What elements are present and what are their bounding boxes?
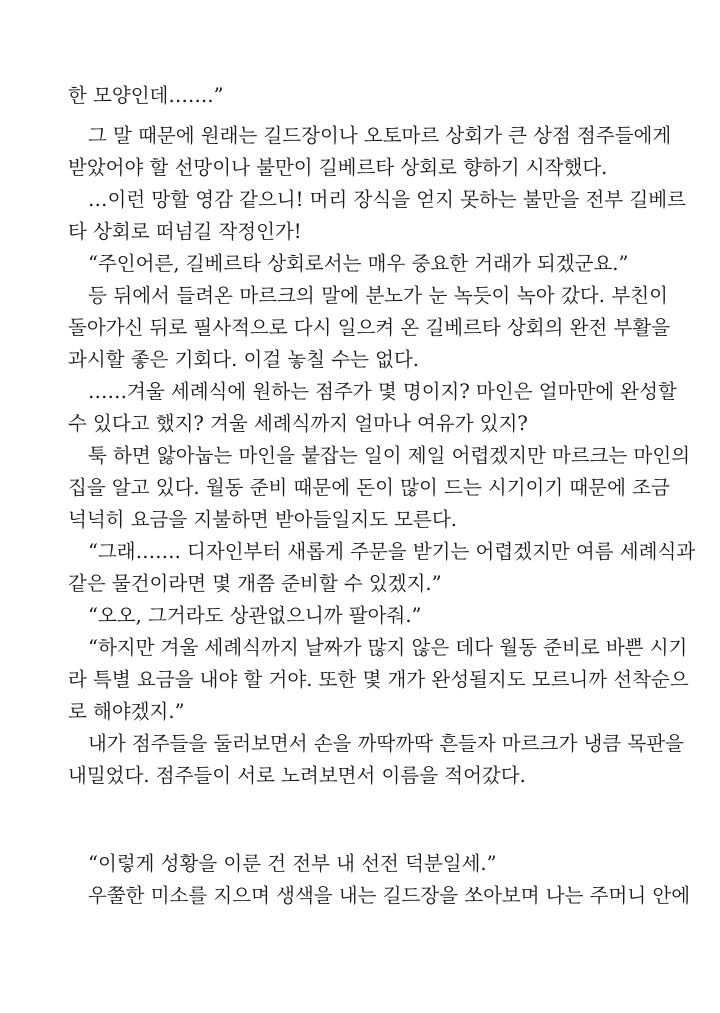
text-line: “그래……. 디자인부터 새롭게 주문을 받기는 어렵겠지만 여름 세례식과 — [88, 540, 696, 563]
text-line: 집을 알고 있다. 월동 준비 때문에 돈이 많이 드는 시기이기 때문에 조금 — [68, 476, 670, 499]
text-line: 툭 하면 앓아눕는 마인을 붙잡는 일이 제일 어렵겠지만 마르크는 마인의 — [88, 444, 691, 467]
text-line: “주인어른, 길베르타 상회로서는 매우 중요한 거래가 되겠군요.” — [88, 252, 629, 275]
text-line: “오오, 그거라도 상관없으니까 팔아줘.” — [88, 604, 422, 627]
text-line: 내가 점주들을 둘러보면서 손을 까딱까딱 흔들자 마르크가 냉큼 목판을 — [88, 732, 684, 755]
text-line: ……겨울 세례식에 원하는 점주가 몇 명이지? 마인은 얼마만에 완성할 — [88, 380, 677, 403]
text-line: 내밀었다. 점주들이 서로 노려보면서 이름을 적어갔다. — [68, 764, 526, 787]
text-line: 로 해야겠지.” — [68, 700, 185, 723]
text-line: 넉넉히 요금을 지불하면 받아들일지도 모른다. — [68, 508, 457, 531]
text-line: “하지만 겨울 세례식까지 날짜가 많지 않은 데다 월동 준비로 바쁜 시기 — [88, 636, 688, 659]
text-line: 과시할 좋은 기회다. 이걸 놓칠 수는 없다. — [68, 348, 419, 371]
text-line: 수 있다고 했지? 겨울 세례식까지 얼마나 여유가 있지? — [68, 412, 528, 435]
text-line: “이렇게 성황을 이룬 건 전부 내 선전 덕분일세.” — [88, 852, 497, 875]
text-line: 등 뒤에서 들려온 마르크의 말에 분노가 눈 녹듯이 녹아 갔다. 부친이 — [88, 284, 668, 307]
text-line: 라 특별 요금을 내야 할 거야. 또한 몇 개가 완성될지도 모르니까 선착순으 — [68, 668, 689, 691]
text-line: 같은 물건이라면 몇 개쯤 준비할 수 있겠지.” — [68, 572, 442, 595]
text-line: 우쭐한 미소를 지으며 생색을 내는 길드장을 쏘아보며 나는 주머니 안에 — [88, 884, 691, 907]
text-line: …이런 망할 영감 같으니! 머리 장식을 얻지 못하는 불만을 전부 길베르 — [88, 188, 686, 211]
scene-break — [68, 792, 668, 848]
text-line: 돌아가신 뒤로 필사적으로 다시 일으켜 온 길베르타 상회의 완전 부활을 — [68, 316, 671, 339]
text-line: 타 상회로 떠넘길 작정인가! — [68, 220, 302, 243]
text-line: 그 말 때문에 원래는 길드장이나 오토마르 상회가 큰 상점 점주들에게 — [88, 124, 672, 147]
text-line: 받았어야 할 선망이나 불만이 길베르타 상회로 향하기 시작했다. — [68, 156, 608, 179]
text-line: 한 모양인데…….” — [68, 84, 224, 107]
